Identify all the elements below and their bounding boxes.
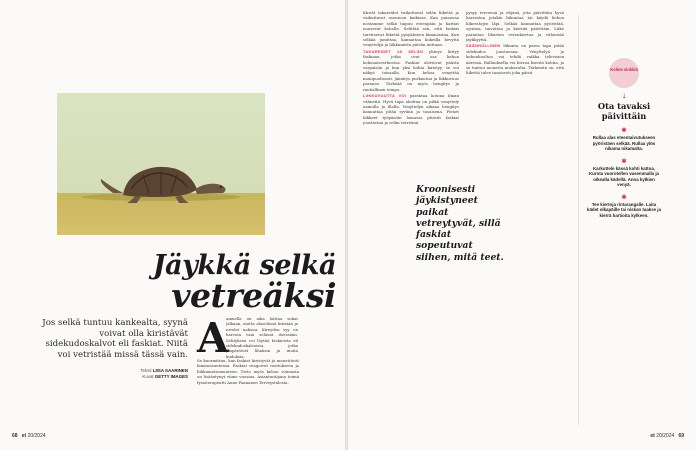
col1-paragraph-1: Kireät takareidet vaikuttavat selän liikettä ja vaikuttavat asentoon kaikissa. Kun painavaa nostamme selkä taipuu eteenpäin ja hartiat nousevat koholle. Selittää sen, että faskiat tarvitsevat liikettä pysyäkseen kimmoisina. Kun selkää jumittaa, kannattaa kokeilla kevyttä venyttelyä ja liikkumista päivän mittaan.: [363, 10, 459, 48]
drop-cap: A: [197, 314, 229, 362]
article-deck: Jos selkä tuntuu kankealta, syynä voivat olla kiristävät sidekudoskalvot eli faskiat. Niitä voi vetristää missä tässä vain.: [42, 318, 188, 360]
issue-right: 20/2024: [656, 433, 675, 439]
folio-left: [12, 433, 46, 439]
col2-paragraph-1: pysyy terveenä ja ehjänä, jota päivittäin hyvä harrastaa jotakin liikuntaa tai käydä kehon liikeratojen läpi. Selkää kannattaa pyöristää, ojentaa, taivuttaa ja kiertää päivittäin. Liike parantaa lihasten verenkiertoa ja vähentää jäykkyyttä.: [466, 10, 564, 43]
tips-badge: Kolme vinkkiä: [609, 58, 639, 88]
star-bullet-icon: ✱: [621, 158, 627, 165]
headline-line-2: vetreäksi: [171, 276, 336, 315]
star-bullet-icon: ✱: [621, 128, 627, 135]
tip-text: Rullaa alas eteentaivutukseen pyöristäen selkää. Rullaa ylös nikama nikamalta.: [592, 135, 656, 152]
credit-author: LIISA SAARINEN: [152, 368, 188, 373]
article-credits: [80, 368, 188, 380]
credit-label-photos: Kuvat: [142, 374, 154, 379]
star-bullet-icon: ✱: [621, 194, 627, 201]
article-headline: [86, 250, 336, 315]
col1-paragraph-3: parantaa kotona ilman välineitä. Hyvä tapa aloittaa on pitkä venyttely aamulla ja illalla. Venyttelyn aikana hengitys kannattaa pitää syvänä ja tasaisena. Pienet liikkeet työpäivän lomassa pitävät faskiat joustavina ja selän vetreänä.: [363, 93, 459, 126]
credit-label-text: Teksti: [140, 368, 152, 373]
folio-right: [650, 433, 684, 439]
headline-line-1: Jäykkä selkä: [152, 250, 336, 281]
credit-photos: GETTY IMAGES: [154, 374, 188, 379]
pull-quote: Kroonisesti jäykistyneet paikat vetreytyvät, sillä faskiat sopeutuvat siihen, mitä teet.: [413, 182, 513, 265]
col1-leadin-2: LIIKKUVUUTTA VOI: [363, 93, 407, 99]
left-page: [0, 0, 345, 450]
tips-sidebar: [586, 58, 662, 218]
page-number-left: 68: [12, 433, 18, 439]
col2-leadin: SÄÄNNÖLLINEN: [466, 43, 501, 49]
col1-leadin-1: TAKAREIDET JA SELÄN: [363, 48, 424, 54]
tip-text: Karkottele kässä kohti kattoa. Kurota vuorotellen vasemmalla ja oikealla kädellä. Anna kylkien venyä.: [588, 165, 660, 188]
tip-item: [586, 159, 662, 188]
body-bottom-text: Se kuormittuu, kun faskiat kiristyvät ja menettävät kimmoisuutensa. Faskiat reagoivat rasitukseen ja liikkumattomuuteen. Tieto myös kehon voimasta on lisääntynyt viime vuosina. Asiantuntijana toimii fysioterapeutti Anne Paananen Terveystalosta.: [197, 358, 299, 385]
tip-item: [586, 195, 662, 219]
tip-text: Tee kiertoja rintarangalle. Laita kädet olkapäille tai niskan taakse ja kierrä hartioita kylkeen.: [587, 201, 661, 218]
magazine-name-left: et: [21, 433, 27, 439]
tip-item: [586, 128, 662, 152]
col1-paragraph-2: yhteys liittyy faskiaan, jotka ovat osa kehon kokonaisverkostoa. Faskiat ulottuvat päästä varpaisiin ja kun yksi kohta kiristyy, se voi näkyä toisaalla. Kun kehoa venyttää monipuolisesti, jännitys purkautuu ja liikkuvuus paranee. Tärkeää on myös hengitys ja rauhallinen tempo.: [363, 48, 459, 92]
stretching-tortoise-illustration: [57, 93, 265, 235]
issue-left: 20/2024: [27, 433, 46, 439]
col2-paragraph-2: liikunta on paras tapa pitää sidekudos joustavana. Venyttelyä ja kehonhuoltoa voi tehdä vaikka television ääressä. Rullauksella voi hieroa kireitä kohtia, ja se tuntuu monesta mukavalta. Tärkeintä on, että liikettä tulee tasaisesti joka päivä.: [466, 43, 564, 76]
body-intro-text: amuella on aika laittaa sukat jalkaan, mutta alaselässä kiristää ja nivelet naksuu. Kireyden syy on harvoin vain selässä itsessään. Selityksen voi löytää faskioista eli sidekudoskalvoista, jotka ympäröivät lihaksia ja muita kudoksia.: [226, 316, 298, 359]
body-bottom: [197, 358, 299, 418]
page-number-right: 69: [678, 433, 684, 439]
sidebar-title: Ota tavaksi päivittäin: [597, 101, 651, 121]
magazine-name-right: et: [650, 433, 655, 439]
tortoise-photo: [57, 93, 265, 235]
sidebar-divider: [578, 15, 579, 425]
arrow-down-icon: ↓: [622, 91, 626, 100]
